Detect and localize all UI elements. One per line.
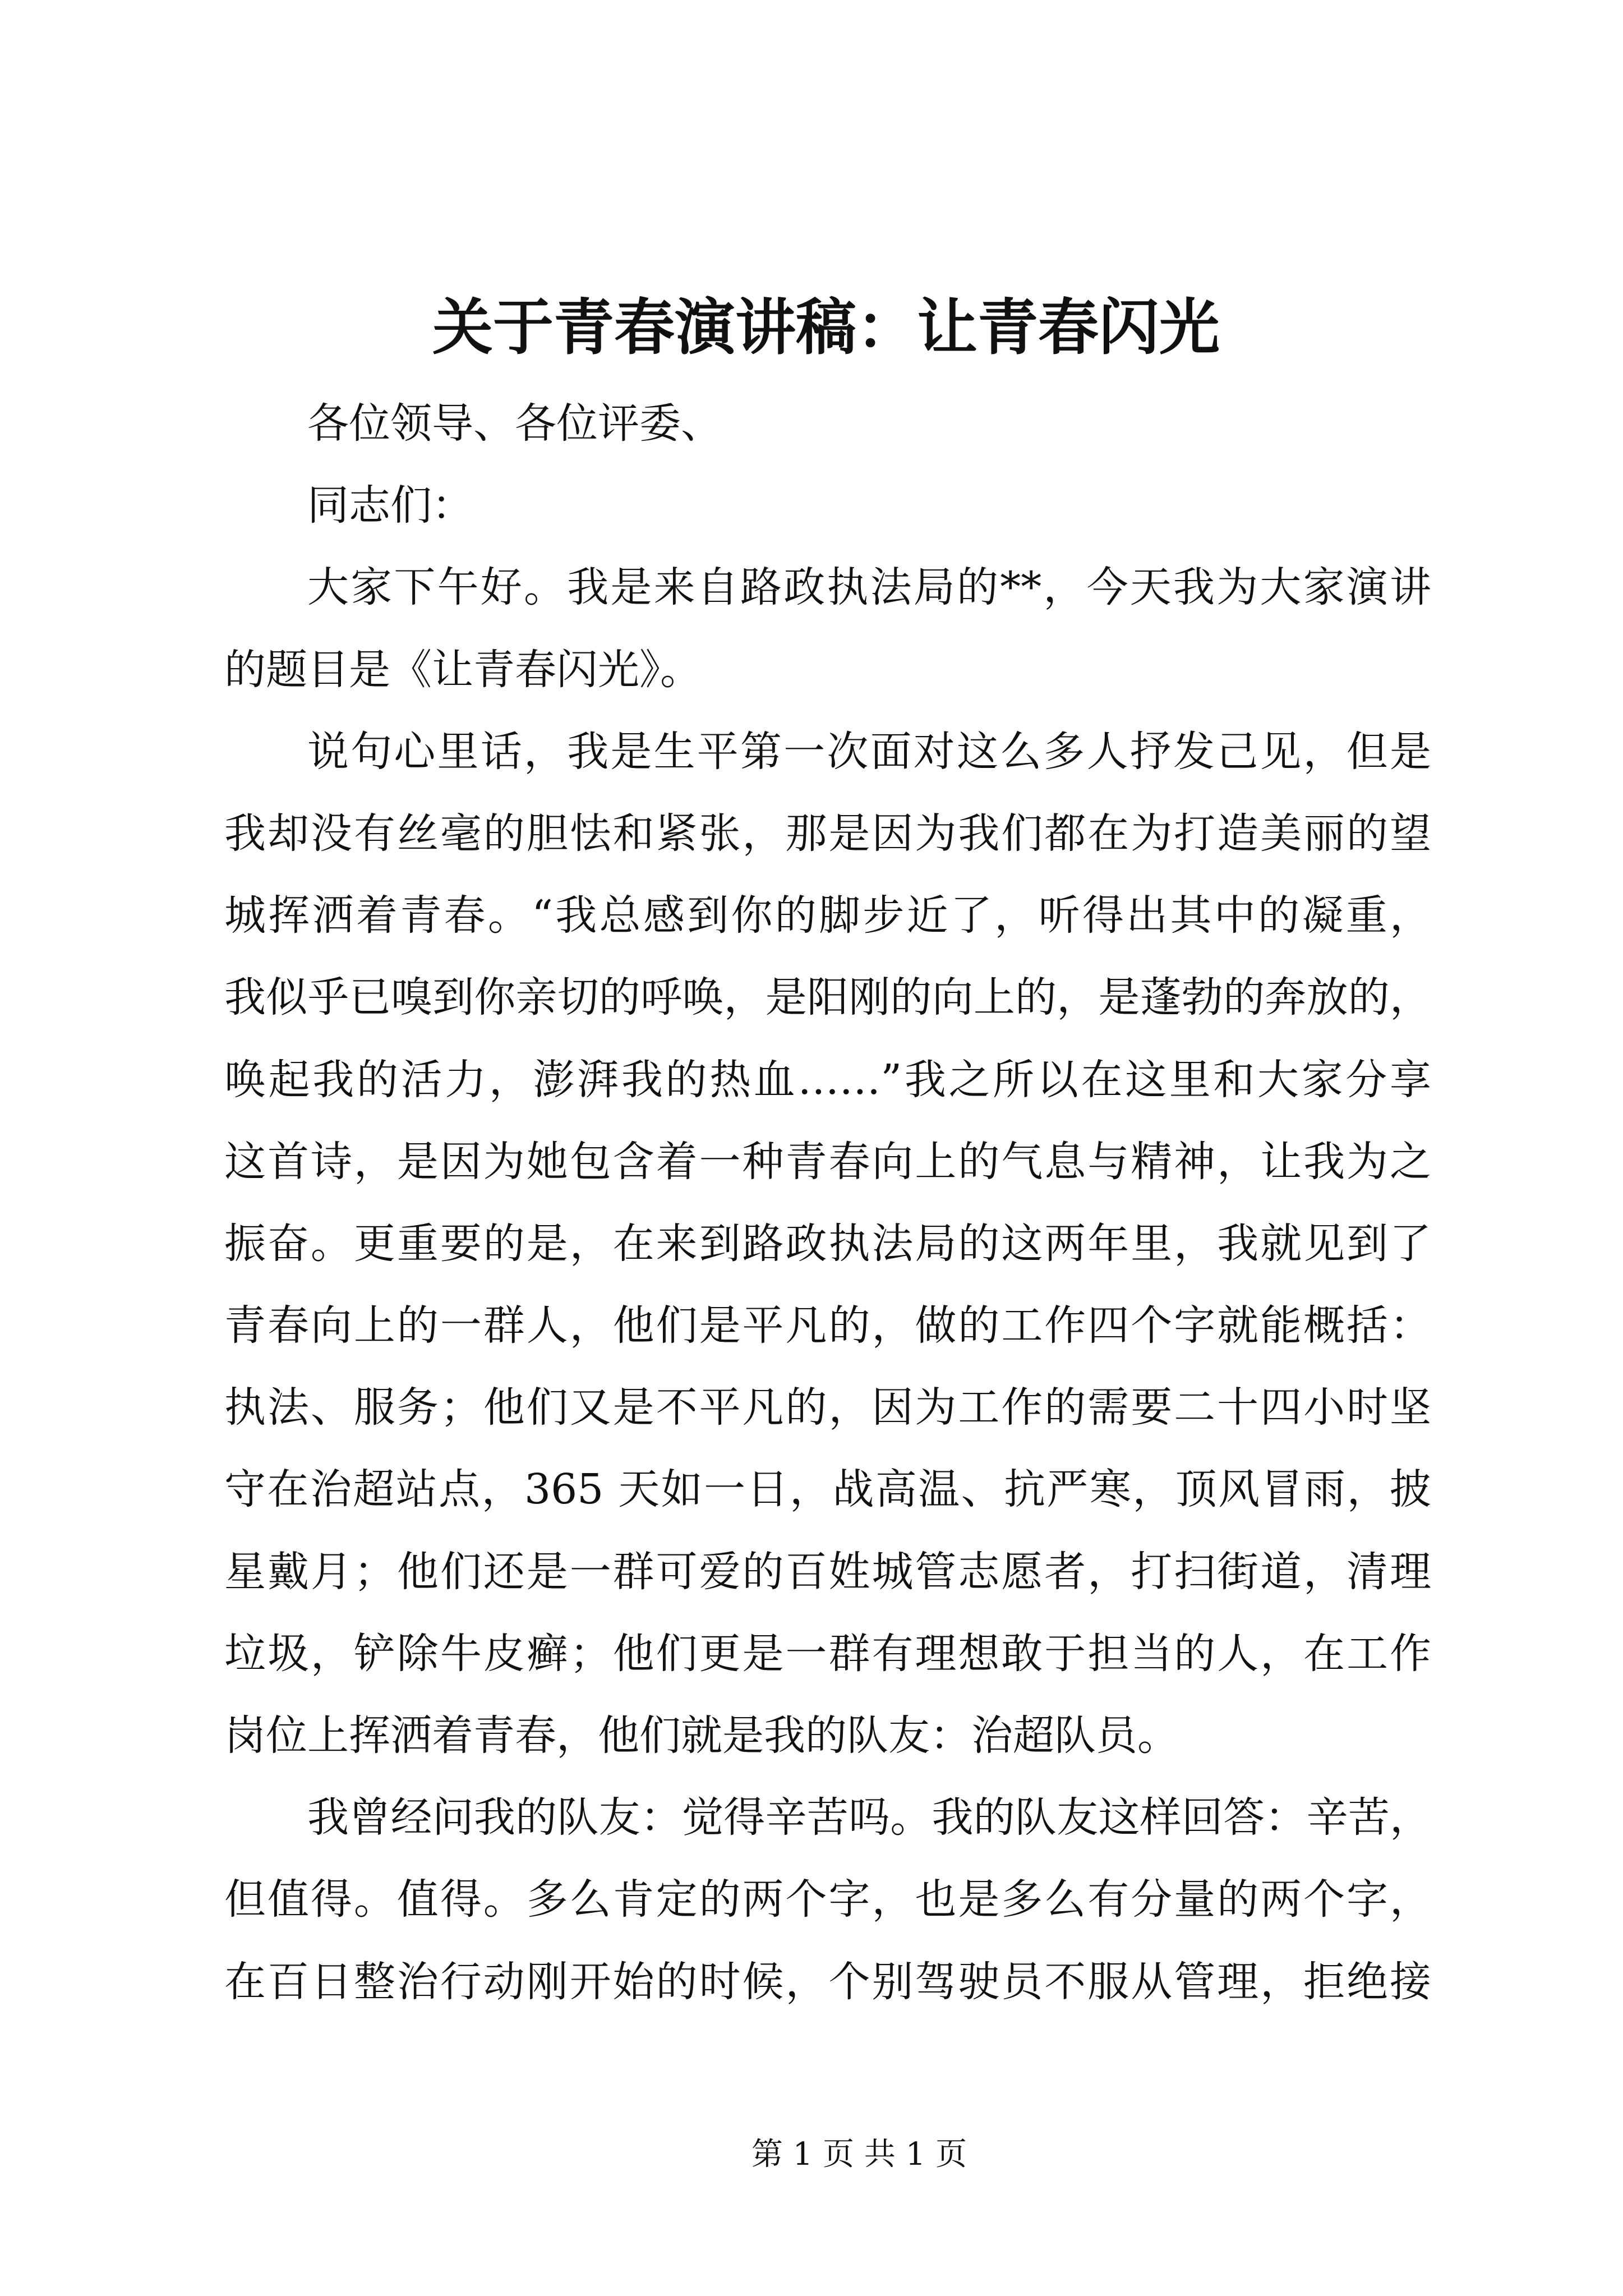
body-line: 同志们：: [307, 481, 473, 530]
body-line: 唤起我的活力，澎湃我的热血……”我之所以在这里和大家分享: [224, 1055, 1431, 1104]
body-line: 这首诗，是因为她包含着一种青春向上的气息与精神，让我为之: [224, 1137, 1431, 1186]
body-line: 振奋。更重要的是，在来到路政执法局的这两年里，我就见到了: [224, 1219, 1431, 1268]
body-line: 垃圾，铲除牛皮癣；他们更是一群有理想敢于担当的人，在工作: [224, 1629, 1431, 1678]
body-line: 城挥洒着青春。“我总感到你的脚步近了，听得出其中的凝重，: [224, 891, 1431, 940]
document-body: [224, 383, 1431, 2023]
body-line: 我似乎已嗅到你亲切的呼唤，是阳刚的向上的，是蓬勃的奔放的，: [224, 973, 1431, 1022]
body-line: 青春向上的一群人，他们是平凡的，做的工作四个字就能概括：: [224, 1301, 1431, 1350]
page-footer: 第 1 页 共 1 页: [751, 2136, 967, 2173]
body-line: 我却没有丝毫的胆怯和紧张，那是因为我们都在为打造美丽的望: [224, 809, 1431, 858]
body-line: 岗位上挥洒着青春，他们就是我的队友：治超队员。: [224, 1711, 1179, 1760]
paragraph-salutation: [224, 383, 1431, 464]
body-line: 在百日整治行动刚开始的时候，个别驾驶员不服从管理，拒绝接: [224, 1957, 1431, 2006]
body-line: 各位领导、各位评委、: [307, 399, 722, 448]
paragraph-teammates: [224, 1777, 1431, 2023]
paragraph-intro: [224, 546, 1431, 710]
paragraph-main: [224, 711, 1431, 1777]
document-title: 关于青春演讲稿：让青春闪光: [432, 292, 1220, 363]
body-line: 星戴月；他们还是一群可爱的百姓城管志愿者，打扫街道，清理: [224, 1547, 1431, 1596]
paragraph-salutation-2: [224, 464, 1431, 546]
body-line: 我曾经问我的队友：觉得辛苦吗。我的队友这样回答：辛苦，: [307, 1793, 1431, 1842]
body-line: 的题目是《让青春闪光》。: [224, 645, 702, 694]
body-line: 大家下午好。我是来自路政执法局的**，今天我为大家演讲: [307, 563, 1431, 612]
body-line: 但值得。值得。多么肯定的两个字，也是多么有分量的两个字，: [224, 1875, 1431, 1924]
body-line: 说句心里话，我是生平第一次面对这么多人抒发己见，但是: [307, 727, 1431, 776]
body-line: 守在治超站点，365 天如一日，战高温、抗严寒，顶风冒雨，披: [224, 1465, 1431, 1514]
body-line: 执法、服务；他们又是不平凡的，因为工作的需要二十四小时坚: [224, 1383, 1431, 1432]
